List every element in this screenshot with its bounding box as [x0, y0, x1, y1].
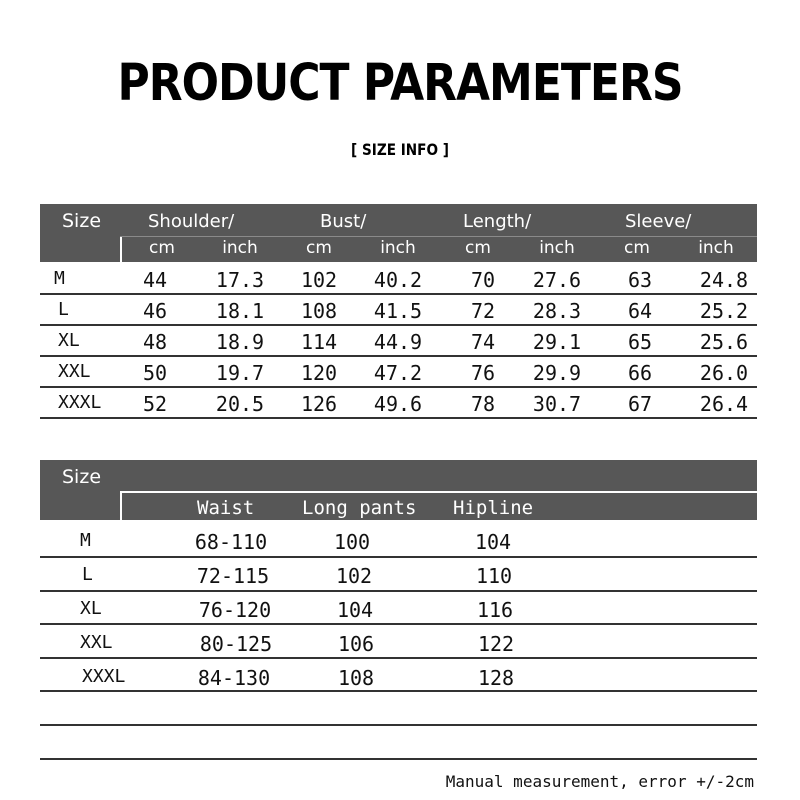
row-divider	[40, 724, 757, 726]
table-cell: 18.9	[215, 330, 265, 354]
row-divider	[40, 623, 757, 625]
unit-cm: cm	[306, 238, 332, 258]
top-table-header-divider	[120, 236, 757, 237]
row-size-label: XXXL	[58, 392, 102, 413]
table-cell: 66	[627, 361, 653, 385]
row-size-label: XL	[80, 598, 102, 619]
table-cell: 40.2	[373, 268, 423, 292]
table-cell: 70	[470, 268, 496, 292]
table-cell: 46	[142, 299, 168, 323]
table-cell: 108	[337, 666, 375, 690]
table-cell: 114	[300, 330, 338, 354]
table-cell: 76	[470, 361, 496, 385]
unit-inch: inch	[222, 238, 258, 258]
row-size-label: M	[80, 530, 91, 551]
column-header-long-pants: Long pants	[302, 497, 417, 519]
group-header-bust: Bust/	[320, 211, 367, 232]
group-header-length: Length/	[463, 211, 532, 232]
table-cell: 19.7	[215, 361, 265, 385]
row-divider	[40, 355, 757, 357]
table-cell: 102	[335, 564, 373, 588]
page-title: PRODUCT PARAMETERS	[117, 54, 683, 113]
table-cell: 64	[627, 299, 653, 323]
table-cell: 44	[142, 268, 168, 292]
table-cell: 26.0	[699, 361, 749, 385]
table-cell: 67	[627, 392, 653, 416]
unit-cm: cm	[624, 238, 650, 258]
table-cell: 72	[470, 299, 496, 323]
row-divider	[40, 293, 757, 295]
bottom-table-size-band	[40, 491, 120, 520]
table-cell: 49.6	[373, 392, 423, 416]
unit-inch: inch	[380, 238, 416, 258]
table-cell: 122	[477, 632, 515, 656]
table-cell: 65	[627, 330, 653, 354]
table-cell: 26.4	[699, 392, 749, 416]
row-size-label: XXL	[80, 632, 113, 653]
table-cell: 108	[300, 299, 338, 323]
measurement-note: Manual measurement, error +/-2cm	[445, 772, 754, 791]
row-divider	[40, 657, 757, 659]
column-header-hipline: Hipline	[453, 497, 534, 519]
row-size-label: XL	[58, 330, 80, 351]
table-cell: 106	[337, 632, 375, 656]
row-divider	[40, 758, 757, 760]
table-cell: 80-125	[199, 632, 273, 656]
group-header-sleeve: Sleeve/	[625, 211, 692, 232]
table-cell: 30.7	[532, 392, 582, 416]
bottom-table-header-divider	[120, 491, 757, 493]
table-cell: 18.1	[215, 299, 265, 323]
row-divider	[40, 324, 757, 326]
row-divider	[40, 590, 757, 592]
table-cell: 72-115	[196, 564, 270, 588]
table-cell: 24.8	[699, 268, 749, 292]
bottom-table-header-band	[40, 460, 757, 491]
table-cell: 100	[333, 530, 371, 554]
table-cell: 48	[142, 330, 168, 354]
table-cell: 50	[142, 361, 168, 385]
group-header-shoulder: Shoulder/	[148, 211, 235, 232]
table-cell: 116	[476, 598, 514, 622]
table-cell: 74	[470, 330, 496, 354]
row-divider	[40, 386, 757, 388]
table-cell: 25.6	[699, 330, 749, 354]
table-cell: 17.3	[215, 268, 265, 292]
table-cell: 29.9	[532, 361, 582, 385]
row-divider	[40, 417, 757, 419]
row-size-label: M	[54, 268, 65, 289]
table-cell: 41.5	[373, 299, 423, 323]
row-size-label: XXL	[58, 361, 91, 382]
row-size-label: L	[58, 299, 69, 320]
row-size-label: XXXL	[82, 666, 126, 687]
row-size-label: L	[82, 564, 93, 585]
table-cell: 84-130	[197, 666, 271, 690]
row-divider	[40, 690, 757, 692]
table-cell: 120	[300, 361, 338, 385]
table-cell: 27.6	[532, 268, 582, 292]
top-table-size-band	[40, 236, 120, 262]
top-table-unit-band	[122, 237, 757, 262]
table-cell: 104	[474, 530, 512, 554]
table-cell: 63	[627, 268, 653, 292]
top-table-size-header: Size	[62, 210, 102, 232]
table-cell: 28.3	[532, 299, 582, 323]
table-cell: 126	[300, 392, 338, 416]
unit-inch: inch	[539, 238, 575, 258]
table-cell: 128	[477, 666, 515, 690]
table-cell: 20.5	[215, 392, 265, 416]
table-cell: 76-120	[198, 598, 272, 622]
table-cell: 52	[142, 392, 168, 416]
table-cell: 102	[300, 268, 338, 292]
table-cell: 104	[336, 598, 374, 622]
unit-cm: cm	[149, 238, 175, 258]
table-cell: 110	[475, 564, 513, 588]
table-cell: 44.9	[373, 330, 423, 354]
table-cell: 78	[470, 392, 496, 416]
table-cell: 29.1	[532, 330, 582, 354]
row-divider	[40, 556, 757, 558]
column-header-waist: Waist	[197, 497, 255, 519]
table-cell: 47.2	[373, 361, 423, 385]
table-cell: 25.2	[699, 299, 749, 323]
bottom-table-size-header: Size	[62, 466, 102, 488]
size-info-subtitle: [ SIZE INFO ]	[351, 140, 449, 159]
unit-inch: inch	[698, 238, 734, 258]
unit-cm: cm	[465, 238, 491, 258]
table-cell: 68-110	[194, 530, 268, 554]
